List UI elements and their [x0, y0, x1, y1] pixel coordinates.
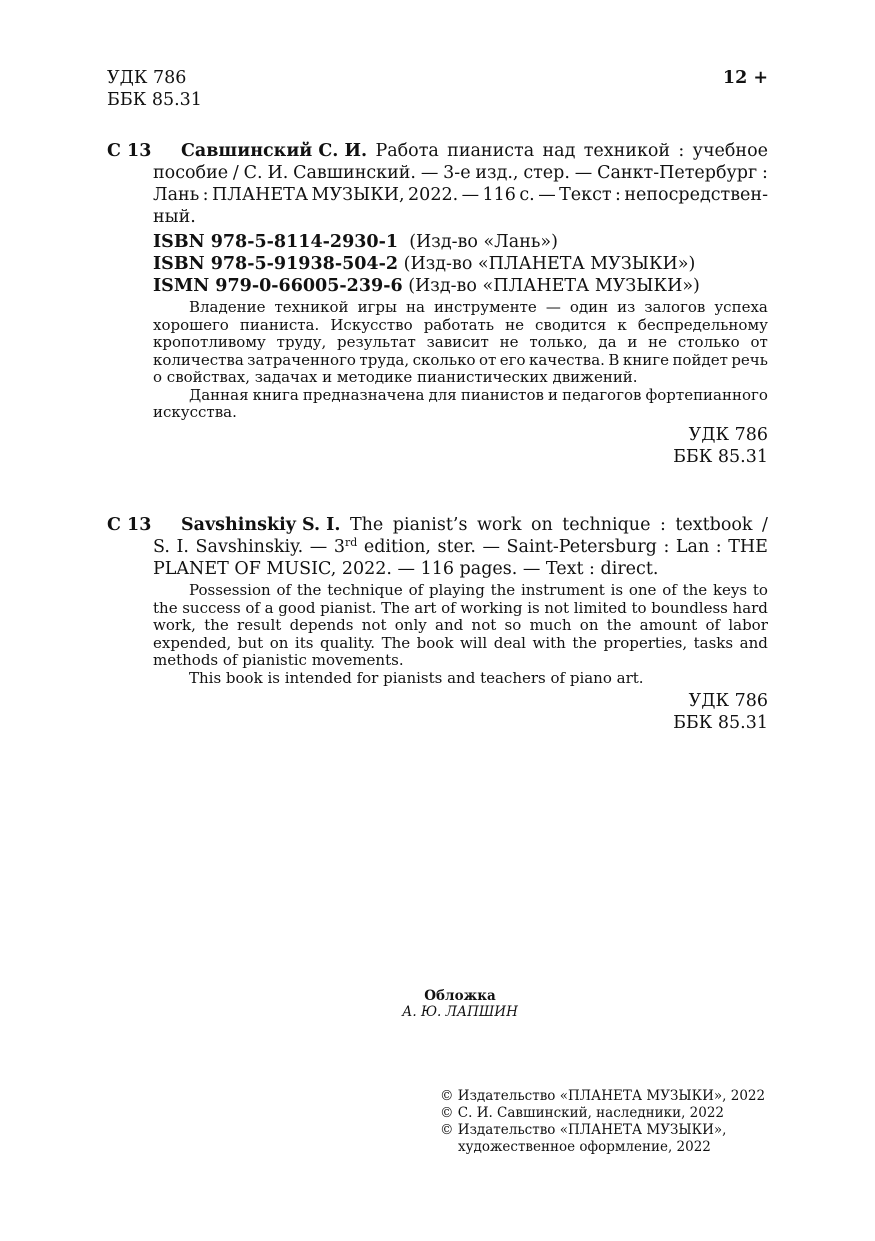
- cover-credit: [0, 988, 875, 1020]
- word: one: [628, 581, 657, 599]
- word: on: [579, 616, 599, 634]
- word: только,: [529, 333, 588, 351]
- word: книге: [622, 350, 669, 369]
- ru-record-line: ный.: [153, 207, 196, 227]
- word: —: [538, 185, 556, 205]
- en-audience-line: This book is intended for pianists and teachers of piano art.: [189, 668, 644, 687]
- en-abstract-line: [153, 600, 768, 618]
- word: для: [428, 385, 457, 404]
- word: фортепианного: [645, 385, 768, 404]
- word: и: [627, 333, 638, 351]
- word: ster.: [437, 537, 476, 557]
- copyright-line: © Издательство «ПЛАНЕТА МУЗЫКИ», 2022: [440, 1088, 766, 1104]
- word: техникой: [583, 141, 671, 161]
- isbn-row: ISBN 978-5-8114-2930-1 (Изд-во «Лань»): [153, 232, 558, 252]
- en-record-line: [181, 514, 768, 536]
- word: edition,: [363, 537, 431, 557]
- ru-abstract-line: [153, 317, 768, 335]
- word: результат: [337, 333, 416, 351]
- word: boundless: [651, 598, 728, 617]
- word: and: [739, 633, 768, 652]
- word: 2022.: [408, 185, 459, 205]
- word: only: [394, 616, 427, 634]
- word: to: [752, 581, 768, 599]
- word: not: [361, 616, 387, 634]
- word: of: [441, 598, 456, 617]
- header-bbk: ББК 85.31: [107, 90, 202, 110]
- word: is: [610, 581, 624, 599]
- word: да: [598, 333, 617, 351]
- age-rating: 12 +: [722, 68, 768, 88]
- ru-udk: УДК 786: [688, 425, 768, 445]
- word: —: [545, 298, 561, 316]
- word: so: [504, 616, 522, 634]
- word: техникой: [274, 298, 349, 316]
- word: the: [682, 581, 708, 599]
- word: amount: [639, 616, 698, 634]
- word: С.: [243, 163, 263, 183]
- en-abstract: [153, 582, 768, 687]
- word: limited: [573, 598, 627, 617]
- word: педагогов: [562, 385, 642, 404]
- word: :: [615, 185, 621, 205]
- word: properties,: [603, 633, 688, 652]
- word: :: [663, 537, 670, 557]
- word: deal: [493, 633, 526, 652]
- header-udk: УДК 786: [107, 68, 187, 88]
- word: on: [530, 515, 553, 535]
- word: of: [276, 581, 292, 599]
- word: изд.,: [475, 163, 519, 183]
- word: success: [182, 598, 241, 617]
- isbn-list: [153, 231, 700, 297]
- word: Санкт-Петербург: [597, 163, 758, 183]
- word: The: [381, 598, 410, 617]
- word: the: [153, 598, 178, 617]
- word: the: [296, 581, 322, 599]
- ru-author: Савшинский С. И.: [181, 141, 368, 161]
- word: сколько: [412, 350, 476, 369]
- word: textbook: [675, 515, 753, 535]
- word: успеха: [714, 298, 768, 316]
- word: 116: [482, 185, 516, 205]
- word: quality.: [319, 633, 376, 652]
- word: result: [237, 616, 282, 634]
- word: Владение: [189, 298, 266, 316]
- word: :: [715, 537, 722, 557]
- word: will: [459, 633, 488, 652]
- word: игры: [357, 298, 397, 316]
- word: кропотливому: [153, 333, 266, 351]
- ru-record-line: [181, 140, 768, 162]
- word: instrument: [520, 581, 605, 599]
- word: with: [532, 633, 566, 652]
- word: not: [544, 598, 570, 617]
- en-abstract-line: methods of pianistic movements.: [153, 651, 404, 669]
- word: сводится: [535, 315, 607, 334]
- word: 3-е: [443, 163, 471, 183]
- word: —: [309, 537, 328, 557]
- word: стер.: [523, 163, 570, 183]
- ru-abstract-line: [153, 334, 768, 352]
- word: И.: [267, 163, 289, 183]
- word: Савшинский.: [293, 163, 416, 183]
- word: hard: [732, 598, 768, 617]
- word: столько: [677, 333, 740, 351]
- en-abstract-line: [153, 582, 768, 600]
- ru-bbk: ББК 85.31: [673, 447, 768, 467]
- word: —: [420, 163, 439, 183]
- word: Данная: [189, 385, 249, 404]
- word: книга: [252, 385, 299, 404]
- en-bbk: ББК 85.31: [673, 713, 768, 733]
- word: не: [505, 315, 524, 334]
- ru-record-code: С 13: [107, 141, 152, 161]
- word: :: [202, 185, 209, 205]
- word: труда,: [359, 350, 410, 369]
- cover-designer: А. Ю. ЛАПШИН: [402, 1004, 518, 1020]
- word: МУЗЫКИ,: [311, 185, 405, 205]
- word: залогов: [644, 298, 706, 316]
- word: good: [278, 598, 316, 617]
- word: of: [662, 581, 677, 599]
- word: playing: [428, 581, 485, 599]
- word: the: [572, 633, 597, 652]
- word: инструменте: [433, 298, 537, 316]
- word: on: [269, 633, 289, 652]
- word: its: [294, 633, 314, 652]
- en-record-line: [153, 536, 768, 558]
- word: /: [762, 515, 768, 535]
- word: work: [476, 515, 522, 535]
- word: беспредельному: [637, 315, 768, 334]
- word: и: [548, 385, 559, 404]
- word: хорошего: [153, 315, 229, 334]
- en-record-title: [181, 514, 768, 536]
- word: S.: [153, 537, 170, 557]
- en-classification: [673, 690, 768, 734]
- word: не: [648, 333, 668, 351]
- word: /: [232, 163, 239, 183]
- word: зависит: [426, 333, 489, 351]
- word: В: [608, 350, 620, 369]
- word: на: [405, 298, 425, 316]
- word: pianist’s: [392, 515, 468, 535]
- word: Работа: [375, 141, 439, 161]
- word: of: [408, 581, 424, 599]
- word: I.: [176, 537, 189, 557]
- word: качества.: [528, 350, 605, 369]
- word: much: [529, 616, 572, 634]
- word: пособие: [153, 163, 229, 183]
- word: Lan: [675, 537, 710, 557]
- word: the: [204, 616, 229, 634]
- word: Лань: [153, 185, 200, 205]
- copyright-line: © Издательство «ПЛАНЕТА МУЗЫКИ»,: [440, 1122, 727, 1138]
- word: от: [750, 333, 768, 351]
- ru-audience-line: искусства.: [153, 403, 237, 421]
- ru-record-line: [153, 184, 768, 206]
- word: pianist.: [320, 598, 377, 617]
- word: is: [527, 598, 540, 617]
- word: с.: [519, 185, 535, 205]
- edition-number: 3rd: [333, 536, 358, 557]
- word: непосредствен-: [624, 185, 768, 205]
- word: из: [617, 298, 636, 316]
- word: пианиста: [447, 141, 535, 161]
- ru-classification: [673, 424, 768, 468]
- copyright-block: [440, 1088, 765, 1156]
- word: keys: [712, 581, 748, 599]
- word: —: [482, 537, 500, 557]
- en-abstract-line: [153, 635, 768, 653]
- word: —: [461, 185, 480, 205]
- word: —: [574, 163, 593, 183]
- word: working: [460, 598, 523, 617]
- word: labor: [728, 616, 768, 634]
- cover-label: Обложка: [424, 988, 496, 1004]
- word: затраченного: [247, 350, 356, 369]
- copyright-line: © С. И. Савшинский, наследники, 2022: [440, 1105, 725, 1121]
- ru-record-line: [153, 162, 768, 184]
- ru-record-desc: [153, 162, 768, 228]
- word: :: [762, 163, 768, 183]
- word: предназначена: [302, 385, 425, 404]
- word: к: [617, 315, 627, 334]
- en-author: Savshinskiy S. I.: [181, 515, 341, 535]
- word: tasks: [693, 633, 734, 652]
- word: work,: [153, 616, 196, 634]
- word: его: [499, 350, 526, 369]
- word: :: [659, 515, 666, 535]
- word: труду,: [276, 333, 327, 351]
- ru-abstract: [153, 299, 768, 422]
- word: of: [245, 598, 260, 617]
- word: один: [569, 298, 609, 316]
- word: to: [631, 598, 647, 617]
- en-udk: УДК 786: [688, 691, 768, 711]
- word: пианиста.: [239, 315, 320, 334]
- word: art: [414, 598, 437, 617]
- word: The: [381, 633, 411, 652]
- word: depends: [289, 616, 354, 634]
- ru-audience-line: [153, 387, 768, 405]
- ru-record-title: [181, 140, 768, 162]
- word: and: [435, 616, 464, 634]
- word: над: [542, 141, 576, 161]
- word: the: [606, 616, 632, 634]
- word: работать: [423, 315, 494, 334]
- word: количества: [153, 350, 244, 369]
- word: THE: [728, 537, 768, 557]
- word: of: [705, 616, 721, 634]
- isbn-row: ISBN 978-5-91938-504-2 (Изд-во «ПЛАНЕТА МУЗЫКИ»): [153, 254, 696, 274]
- en-record-line: PLANET OF MUSIC, 2022. — 116 pages. — Text : direct.: [153, 559, 659, 579]
- word: a: [264, 598, 274, 617]
- en-abstract-line: [153, 617, 768, 635]
- word: not: [471, 616, 497, 634]
- word: учебное: [692, 141, 768, 161]
- en-record-code: С 13: [107, 515, 152, 535]
- word: The: [349, 515, 384, 535]
- ru-abstract-line: [153, 352, 768, 370]
- word: Savshinskiy.: [195, 537, 304, 557]
- word: the: [490, 581, 516, 599]
- word: book: [416, 633, 454, 652]
- ru-abstract-line: [153, 299, 768, 317]
- word: expended,: [153, 633, 232, 652]
- header-classification: [107, 67, 202, 111]
- word: Текст: [559, 185, 612, 205]
- word: не: [499, 333, 519, 351]
- word: technique: [327, 581, 403, 599]
- word: but: [237, 633, 264, 652]
- word: пианистов: [460, 385, 544, 404]
- word: ПЛАНЕТА: [212, 185, 309, 205]
- word: technique: [562, 515, 651, 535]
- word: Искусство: [330, 315, 413, 334]
- ru-abstract-line: о свойствах, задачах и методике пианистических движений.: [153, 368, 638, 386]
- word: речь: [731, 350, 768, 369]
- word: пойдет: [672, 350, 728, 369]
- word: Possession: [189, 581, 271, 599]
- copyright-line: художественное оформление, 2022: [458, 1139, 711, 1155]
- word: Saint-Petersburg: [506, 537, 657, 557]
- ismn-row: ISMN 979-0-66005-239-6 (Изд-во «ПЛАНЕТА МУЗЫКИ»): [153, 276, 700, 296]
- word: :: [678, 141, 685, 161]
- edition-superscript: rd: [344, 536, 358, 549]
- word: от: [478, 350, 497, 369]
- en-record-desc: [153, 536, 768, 580]
